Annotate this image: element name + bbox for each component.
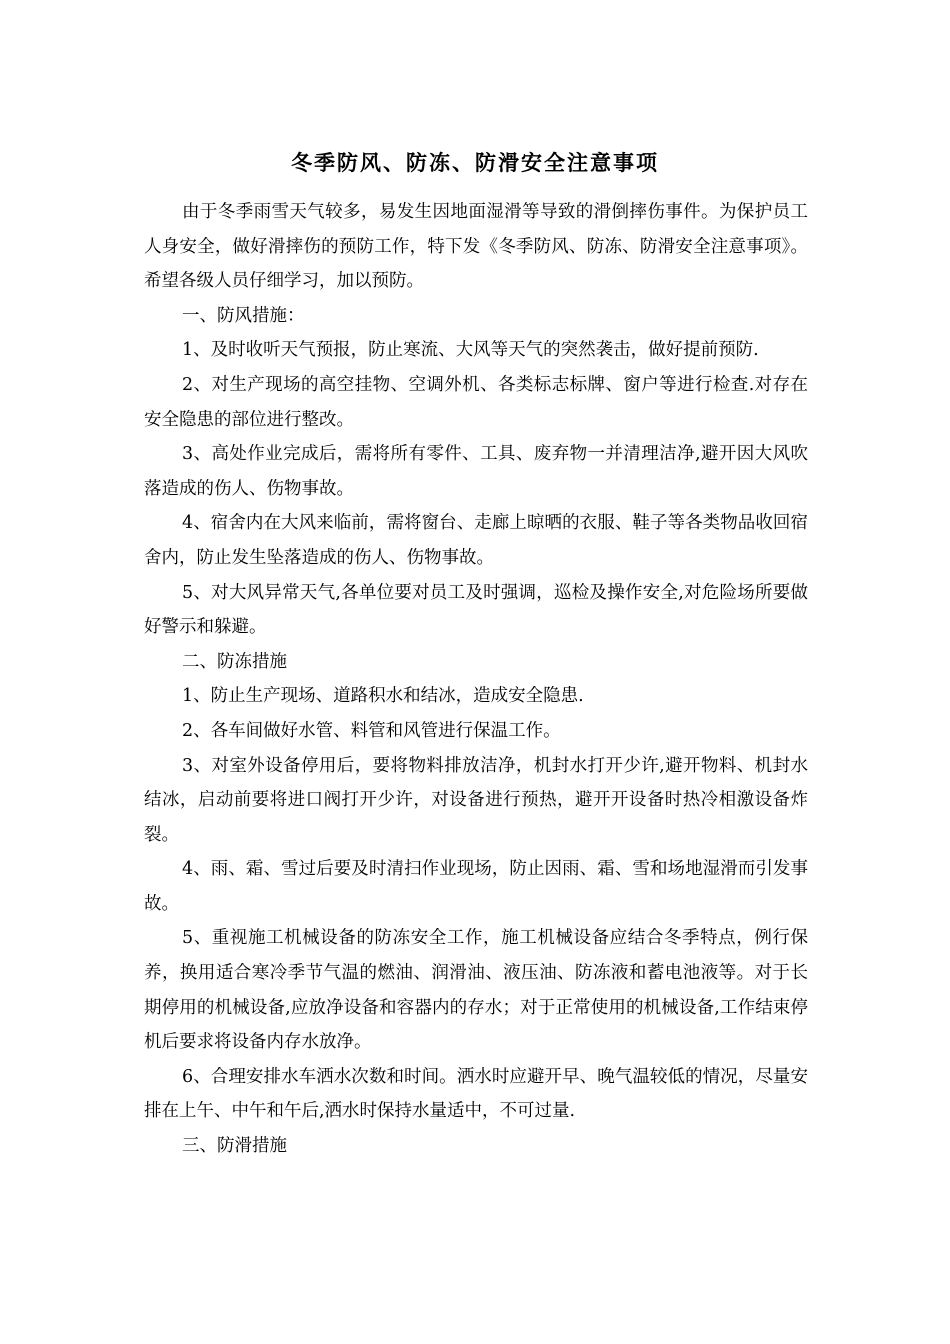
intro-paragraph: 由于冬季雨雪天气较多，易发生因地面湿滑等导致的滑倒摔伤事件。为保护员工人身安全，做好滑摔伤的预防工作，特下发《冬季防风、防冻、防滑安全注意事项》。希望各级人员仔细学习，加以预防。 <box>144 202 808 292</box>
wind-item-2: 2、对生产现场的高空挂物、空调外机、各类标志标牌、窗户等进行检查.对存在安全隐患的部位进行整改。 <box>144 374 808 430</box>
freeze-item-6: 6、合理安排水车洒水次数和时间。洒水时应避开早、晚气温较低的情况，尽量安排在上午、中午和午后,洒水时保持水量适中，不可过量. <box>144 1066 808 1122</box>
document-title: 冬季防风、防冻、防滑安全注意事项 <box>291 150 659 175</box>
section-heading-freeze: 二、防冻措施 <box>182 651 287 672</box>
wind-item-4: 4、宿舍内在大风来临前，需将窗台、走廊上晾晒的衣服、鞋子等各类物品收回宿舍内，防止发生坠落造成的伤人、伤物事故。 <box>144 513 808 568</box>
section-heading-slip: 三、防滑措施 <box>182 1136 287 1157</box>
wind-item-3: 3、高处作业完成后，需将所有零件、工具、废弃物一并清理洁净,避开因大风吹落造成的伤人、伤物事故。 <box>144 444 808 499</box>
freeze-item-2: 2、各车间做好水管、料管和风管进行保温工作。 <box>182 720 561 741</box>
document-body <box>144 195 808 1164</box>
freeze-item-4: 4、雨、霜、雪过后要及时清扫作业现场，防止因雨、霜、雪和场地湿滑而引发事故。 <box>144 859 808 914</box>
wind-item-5: 5、对大风异常天气,各单位要对员工及时强调，巡检及操作安全,对危险场所要做好警示和躲避。 <box>144 582 808 638</box>
section-heading-wind: 一、防风措施： <box>182 305 305 326</box>
freeze-item-5: 5、重视施工机械设备的防冻安全工作，施工机械设备应结合冬季特点，例行保养，换用适合寒冷季节气温的燃油、润滑油、液压油、防冻液和蓄电池液等。对于长期停用的机械设备,应放净设备和容器内的存水；对于正常使用的机械设备,工作结束停机后要求将设备内存水放净。 <box>144 928 808 1053</box>
freeze-item-3: 3、对室外设备停用后，要将物料排放洁净，机封水打开少许,避开物料、机封水结冰，启动前要将进口阀打开少许，对设备进行预热，避开开设备时热冷相激设备炸裂。 <box>144 755 808 845</box>
wind-item-1: 1、及时收听天气预报，防止寒流、大风等天气的突然袭击，做好提前预防. <box>182 340 759 361</box>
freeze-item-1: 1、防止生产现场、道路积水和结冰，造成安全隐患. <box>182 686 584 707</box>
